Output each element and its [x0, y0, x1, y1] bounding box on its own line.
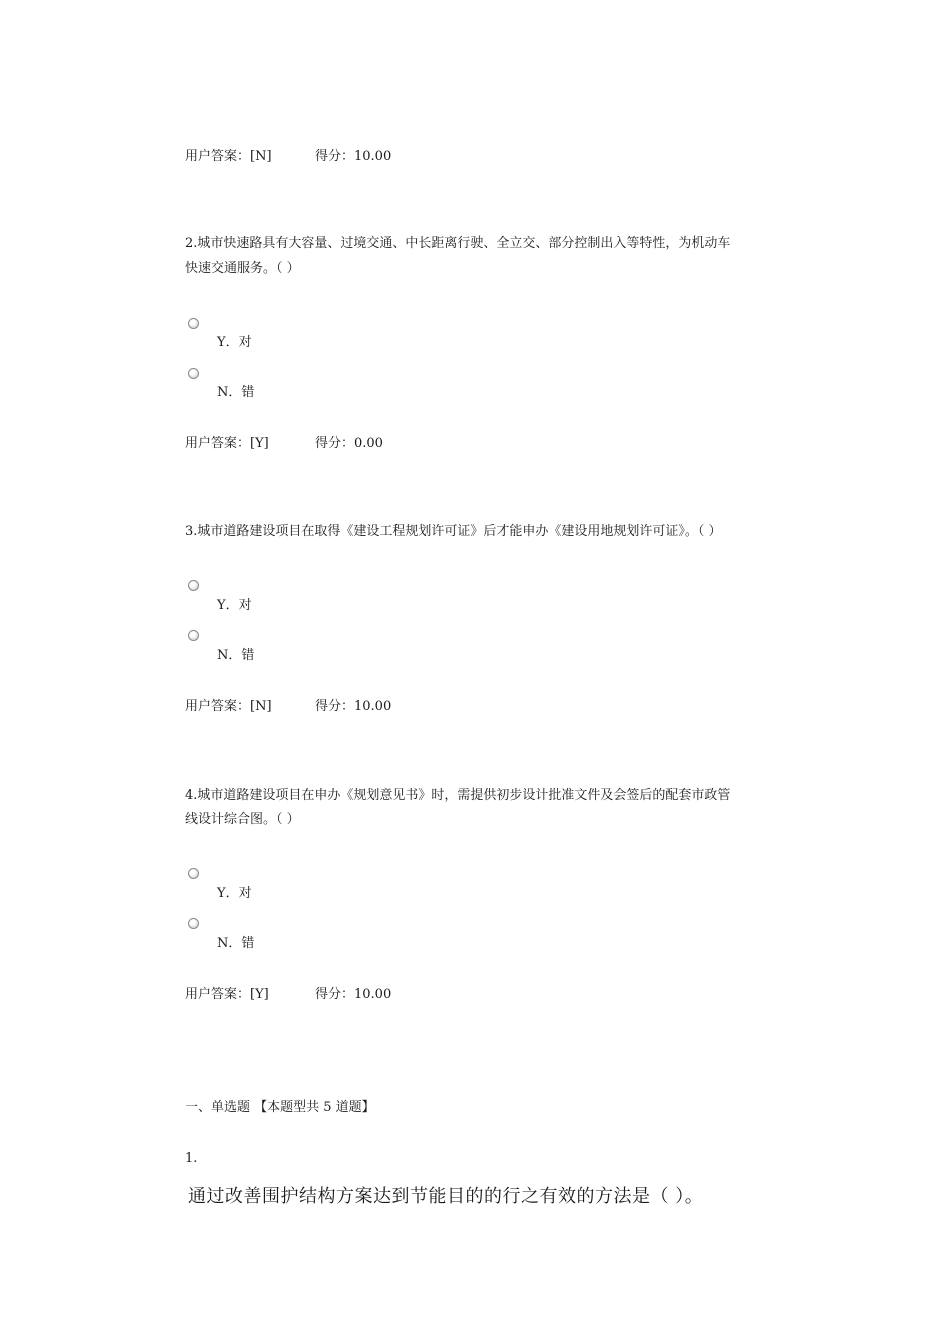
user-answer: 用户答案：[Y] [185, 987, 269, 1002]
score: 得分：0.00 [315, 436, 383, 451]
radio-option-n[interactable] [188, 368, 199, 379]
option-label-y: Y．对 [217, 335, 252, 350]
score: 得分：10.00 [315, 149, 392, 164]
question-4-line-1: 4.城市道路建设项目在申办《规划意见书》时，需提供初步设计批准文件及会签后的配套市政管 [185, 788, 731, 803]
option-label-y: Y．对 [217, 886, 252, 901]
radio-option-y[interactable] [188, 868, 199, 879]
question-text: 通过改善围护结构方案达到节能目的的行之有效的方法是（ ）。 [188, 1186, 704, 1207]
radio-option-n[interactable] [188, 918, 199, 929]
question-2-line-1: 2.城市快速路具有大容量、过境交通、中长距离行驶、全立交、部分控制出入等特性，为机动车 [185, 236, 731, 251]
score: 得分：10.00 [315, 987, 392, 1002]
option-label-n: N．错 [217, 648, 255, 663]
option-label-y: Y．对 [217, 598, 252, 613]
user-answer: 用户答案：[Y] [185, 436, 269, 451]
option-label-n: N．错 [217, 385, 255, 400]
question-number: 1. [185, 1151, 198, 1166]
option-label-n: N．错 [217, 936, 255, 951]
radio-option-y[interactable] [188, 580, 199, 591]
question-4-line-2: 线设计综合图。（ ） [185, 812, 300, 827]
answer-row [185, 695, 392, 714]
radio-option-y[interactable] [188, 318, 199, 329]
question-2-line-2: 快速交通服务。（ ） [185, 261, 300, 276]
radio-option-n[interactable] [188, 630, 199, 641]
answer-row [185, 145, 392, 164]
score: 得分：10.00 [315, 699, 392, 714]
question-3-line-1: 3.城市道路建设项目在取得《建设工程规划许可证》后才能申办《建设用地规划许可证》。（ ） [185, 524, 722, 539]
user-answer: 用户答案：[N] [185, 149, 272, 164]
answer-row [185, 432, 383, 451]
user-answer: 用户答案：[N] [185, 699, 272, 714]
answer-row [185, 983, 392, 1002]
section-title: 一、单选题 【本题型共 5 道题】 [185, 1100, 375, 1115]
